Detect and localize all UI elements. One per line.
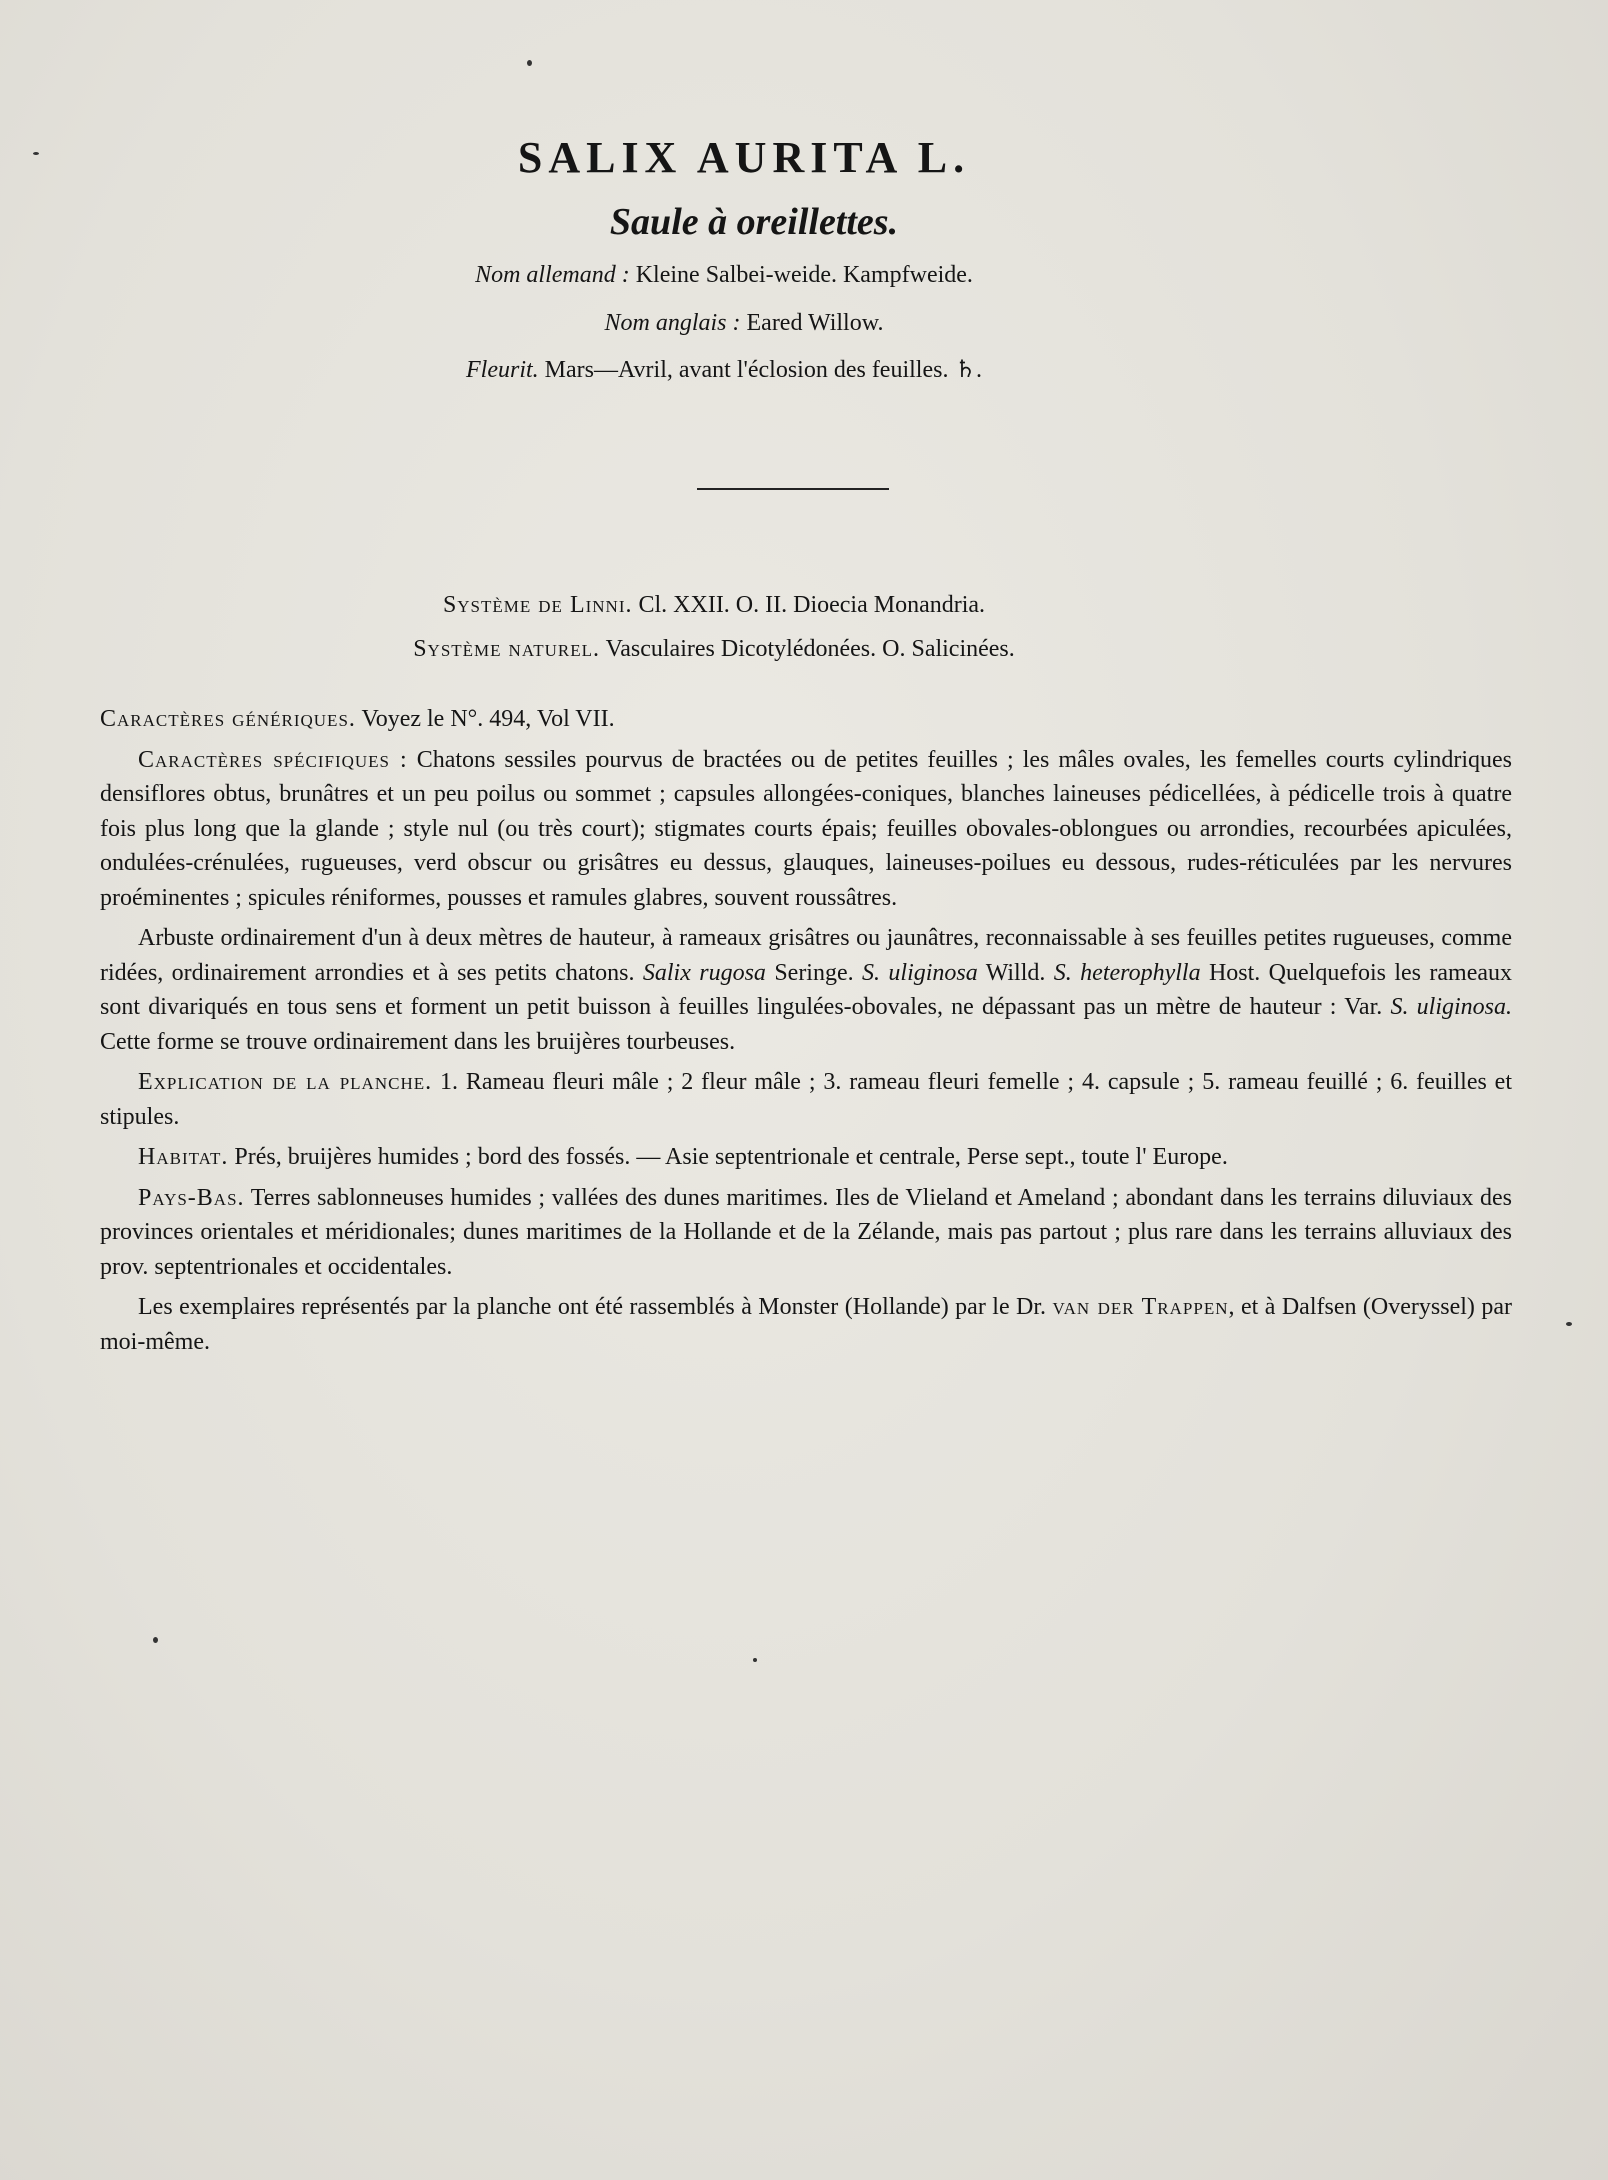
flowering-value: Mars—Avril, avant l'éclosion des feuilles. ♄.: [538, 357, 982, 383]
description-paragraph: [100, 921, 1512, 1059]
netherlands-text: Terres sablonneuses humides ; vallées des dunes maritimes. Iles de Vlieland et Ameland ; abondant dans les terrains diluviaux des provinces orientales et méridionales; dunes maritimes de la Hollande et de la Zélande, mais pas partout ; plus rare dans les terrains alluviaux des prov. septentrionales et occidentales.: [100, 1184, 1512, 1280]
specific-characters-label: Caractères spécifiques :: [138, 746, 408, 773]
variety-name: S. uliginosa.: [1390, 994, 1513, 1020]
ink-speck: [527, 60, 532, 66]
linne-system-line: [0, 592, 1518, 619]
generic-characters-paragraph: [100, 702, 1512, 737]
specific-characters-paragraph: [100, 743, 1512, 916]
specimens-collector-name: van der Trappen: [1052, 1294, 1229, 1320]
synonym-2-name: S. uliginosa: [862, 959, 978, 986]
specimens-text-end: , et à Dalfsen (Overyssel) par moi-même.: [100, 1294, 1512, 1355]
english-name-line: [0, 310, 1548, 337]
synonym-3-name: S. heterophylla: [1053, 959, 1201, 986]
synonym-1-author: Seringe.: [765, 959, 863, 986]
netherlands-paragraph: [100, 1181, 1512, 1285]
specimens-paragraph: [100, 1290, 1512, 1359]
english-name-value: Eared Willow.: [740, 310, 884, 336]
specific-characters-text: Chatons sessiles pourvus de bractées ou de petites feuilles ; les mâles ovales, les femelles courts cylindriques densiflores obtus, brunâtres et un peu poilus ou sommet ; capsules allongées-coniques, blanches laineuses pédicellées, à pédicelle trois à quatre fois plus long que la glande ; style nul (ou très court); stigmates courts épais; feuilles obovales-oblongues ou arrondies, recourbées apiculées, ondulées-crénulées, rugueuses, verd obscur ou grisâtres eu dessus, glauques, laineuses-poilues eu dessous, rudes-réticulées par les nervures proéminentes ; spicules réniformes, pousses et ramules glabres, souvent roussâtres.: [100, 746, 1512, 911]
plate-explanation-label: Explication de la planche.: [138, 1069, 433, 1095]
flowering-line: [0, 355, 1528, 384]
description-text-c: Cette forme se trouve ordinairement dans les bruijères tourbeuses.: [100, 1028, 736, 1055]
habitat-label: Habitat.: [138, 1144, 229, 1170]
page-subtitle: Saule à oreillettes.: [609, 201, 899, 243]
german-name-label: Nom allemand :: [475, 262, 630, 288]
body-text: [100, 702, 1512, 1365]
generic-characters-label: Caractères génériques.: [100, 706, 356, 732]
ink-speck: [153, 1637, 158, 1643]
natural-system-value: Vasculaires Dicotylédonées. O. Salicinées.: [600, 636, 1015, 662]
generic-characters-text: Voyez le N°. 494, Vol VII.: [355, 706, 615, 732]
habitat-text: Prés, bruijères humides ; bord des fossés. — Asie septentrionale et centrale, Perse sept., toute l' Europe.: [228, 1144, 1228, 1170]
english-name-label: Nom anglais :: [604, 310, 741, 336]
page-title: SALIX AURITA L.: [517, 133, 971, 182]
section-divider: [697, 488, 889, 490]
synonym-2-author: Willd.: [977, 959, 1054, 986]
netherlands-label: Pays-Bas.: [138, 1184, 245, 1211]
ink-speck: [1566, 1322, 1572, 1326]
linne-system-label: Système de Linni.: [442, 592, 633, 618]
description-text-b: Host. Quelquefois les rameaux sont divariqués en tous sens et forment un petit buisson à feuilles lingulées-obovales, ne dépassant pas un mètre de hauteur : Var.: [100, 959, 1513, 1020]
description-text-a: Arbuste ordinairement d'un à deux mètres de hauteur, à rameaux grisâtres ou jaunâtres, reconnaissable à ses feuilles petites rugueuses, comme ridées, ordinairement arrondies et à ses petits chatons.: [100, 925, 1512, 986]
specimens-text: Les exemplaires représentés par la planche ont été rassemblés à Monster (Hollande) par le Dr.: [138, 1294, 1053, 1320]
habitat-paragraph: [100, 1140, 1512, 1175]
natural-system-label: Système naturel.: [413, 636, 600, 662]
german-name-line: [0, 262, 1528, 289]
linne-system-value: Cl. XXII. O. II. Dioecia Monandria.: [632, 592, 986, 618]
ink-speck: [753, 1658, 757, 1662]
plate-explanation-text: 1. Rameau fleuri mâle ; 2 fleur mâle ; 3. rameau fleuri femelle ; 4. capsule ; 5. rameau feuillé ; 6. feuilles et stipules.: [100, 1069, 1512, 1130]
ink-speck: [33, 152, 39, 155]
natural-system-line: [0, 636, 1518, 663]
flowering-label: Fleurit.: [466, 357, 539, 383]
synonym-1-name: Salix rugosa: [642, 959, 766, 986]
plate-explanation-paragraph: [100, 1065, 1512, 1134]
german-name-value: Kleine Salbei-weide. Kampfweide.: [629, 262, 973, 288]
